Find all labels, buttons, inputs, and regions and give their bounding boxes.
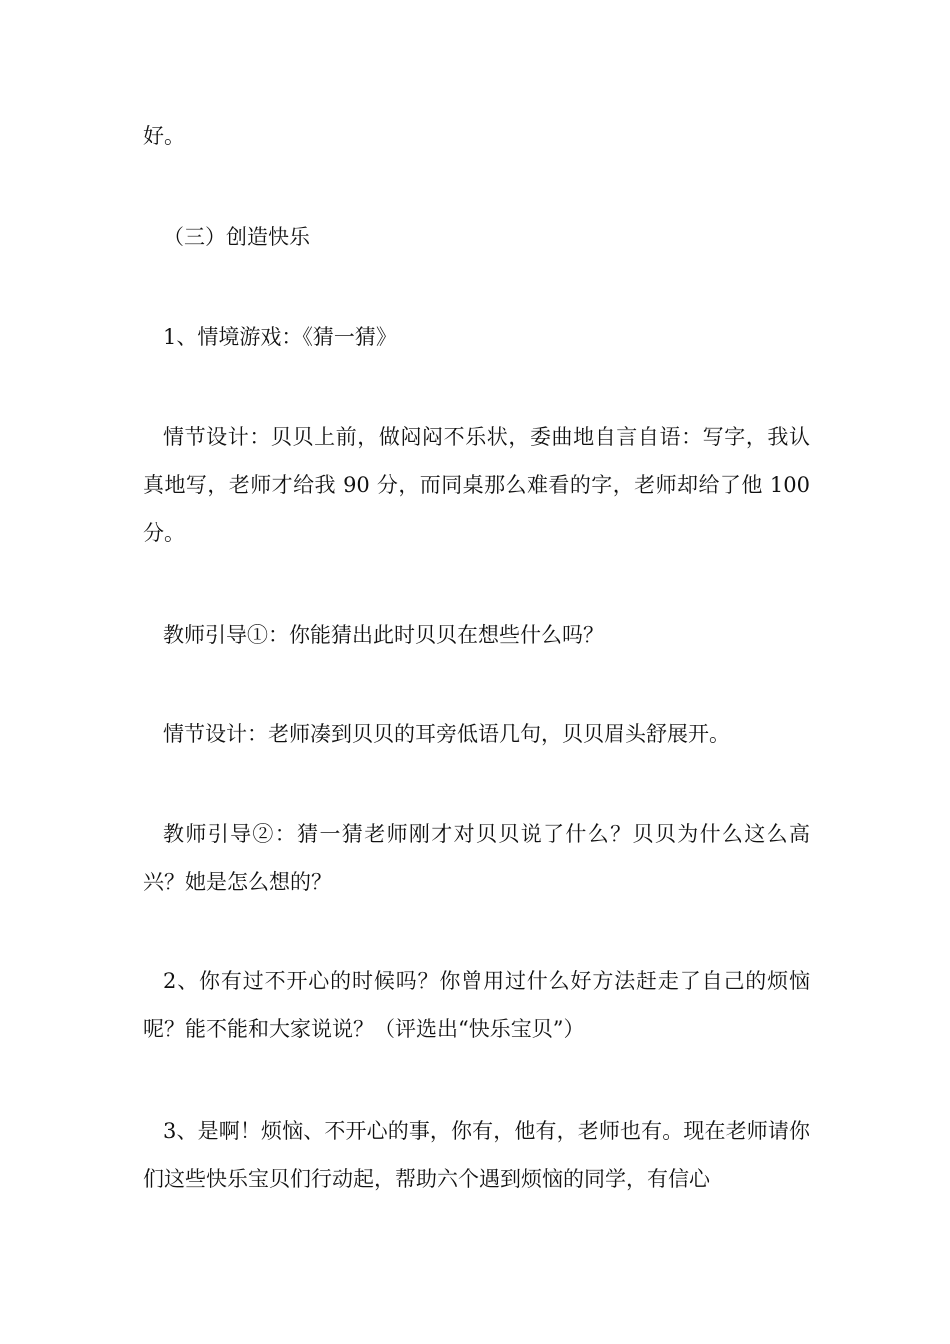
- teacher-guide-paragraph-1: 教师引导①：你能猜出此时贝贝在想些什么吗？: [163, 623, 604, 647]
- paragraph-continuation: 好。: [143, 124, 185, 148]
- section-heading: （三）创造快乐: [163, 225, 310, 249]
- item-heading-1: 1、情境游戏：《猜一猜》: [163, 325, 397, 349]
- teacher-guide-paragraph-2: 教师引导②：猜一猜老师刚才对贝贝说了什么？贝贝为什么这么高兴？她是怎么想的？: [143, 822, 810, 894]
- plot-design-paragraph-1: 情节设计：贝贝上前，做闷闷不乐状，委曲地自言自语：写字，我认真地写，老师才给我 90 分，而同桌那么难看的字，老师却给了他 100 分。: [143, 425, 810, 545]
- plot-design-paragraph-2: 情节设计：老师凑到贝贝的耳旁低语几句，贝贝眉头舒展开。: [163, 722, 730, 746]
- item-2-paragraph: 2、你有过不开心的时候吗？你曾用过什么好方法赶走了自己的烦恼呢？能不能和大家说说？（评选出“快乐宝贝”）: [143, 969, 810, 1041]
- item-3-paragraph: 3、是啊！烦恼、不开心的事，你有，他有，老师也有。现在老师请你们这些快乐宝贝们行动起，帮助六个遇到烦恼的同学，有信心: [143, 1119, 810, 1191]
